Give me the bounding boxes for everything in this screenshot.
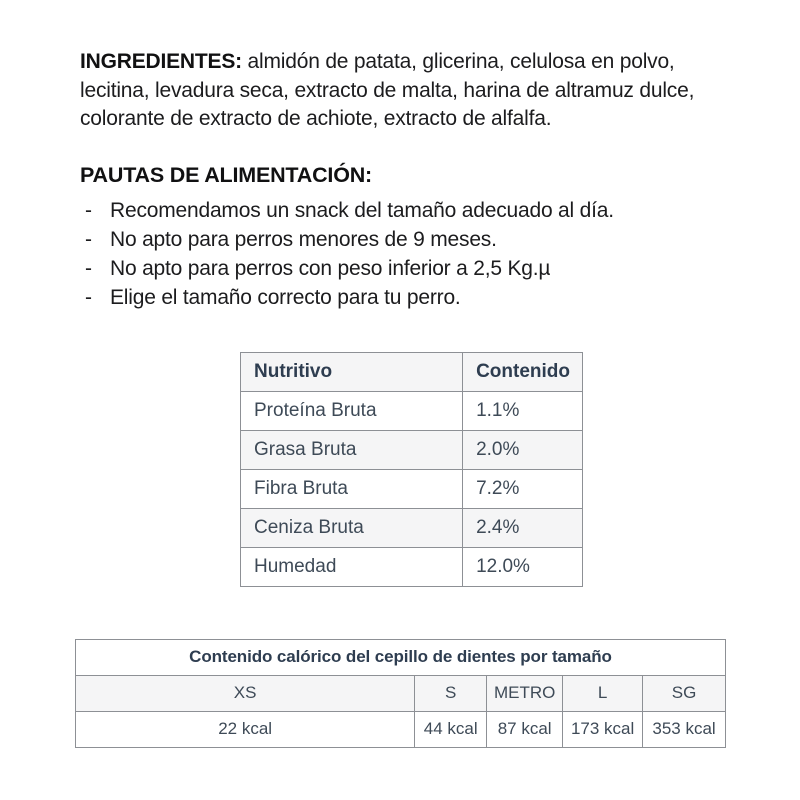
dash-bullet: -	[85, 256, 92, 280]
list-item-text: No apto para perros con peso inferior a 2,5 Kg.µ	[110, 256, 551, 280]
table-row	[241, 469, 583, 508]
kcal-value-cell: 22 kcal	[76, 711, 415, 747]
nutrient-name-cell: Proteína Bruta	[241, 391, 463, 430]
dash-bullet: -	[85, 285, 92, 309]
nutrient-value-cell: 7.2%	[463, 469, 583, 508]
kcal-value-cell: 44 kcal	[415, 711, 487, 747]
dash-bullet: -	[85, 198, 92, 222]
nutrient-value-cell: 1.1%	[463, 391, 583, 430]
size-header-metro: METRO	[487, 675, 563, 711]
table-row	[76, 711, 726, 747]
nutrition-header-nutrient: Nutritivo	[241, 352, 463, 391]
table-row	[241, 352, 583, 391]
list-item-text: Elige el tamaño correcto para tu perro.	[110, 285, 461, 309]
nutrition-table-header	[241, 352, 583, 391]
kcal-value-cell: 87 kcal	[487, 711, 563, 747]
list-item	[80, 254, 724, 283]
calorie-table	[75, 639, 726, 748]
feeding-guidelines-heading: PAUTAS DE ALIMENTACIÓN:	[80, 162, 373, 187]
table-row	[241, 391, 583, 430]
nutrient-value-cell: 2.0%	[463, 430, 583, 469]
table-row	[241, 508, 583, 547]
list-item-text: No apto para perros menores de 9 meses.	[110, 227, 497, 251]
dash-bullet: -	[85, 227, 92, 251]
size-header-l: L	[563, 675, 643, 711]
size-header-s: S	[415, 675, 487, 711]
kcal-value-cell: 353 kcal	[643, 711, 726, 747]
nutrition-table-body	[241, 391, 583, 586]
nutrient-name-cell: Ceniza Bruta	[241, 508, 463, 547]
table-row	[76, 675, 726, 711]
calorie-table-header	[76, 639, 726, 711]
table-row	[241, 430, 583, 469]
size-header-sg: SG	[643, 675, 726, 711]
kcal-value-cell: 173 kcal	[563, 711, 643, 747]
nutrition-header-content: Contenido	[463, 352, 583, 391]
feeding-guidelines-list	[80, 196, 724, 312]
ingredients-paragraph	[80, 48, 724, 134]
nutrient-name-cell: Humedad	[241, 547, 463, 586]
calorie-table-body	[76, 711, 726, 747]
list-item	[80, 196, 724, 225]
nutrient-value-cell: 2.4%	[463, 508, 583, 547]
list-item	[80, 283, 724, 312]
nutrition-table	[240, 352, 583, 587]
nutrient-value-cell: 12.0%	[463, 547, 583, 586]
calorie-table-title: Contenido calórico del cepillo de dientes por tamaño	[76, 639, 726, 675]
nutrient-name-cell: Fibra Bruta	[241, 469, 463, 508]
table-row	[76, 639, 726, 675]
table-row	[241, 547, 583, 586]
size-header-xs: XS	[76, 675, 415, 711]
list-item	[80, 225, 724, 254]
ingredients-label: INGREDIENTES:	[80, 50, 242, 73]
list-item-text: Recomendamos un snack del tamaño adecuado al día.	[110, 198, 614, 222]
ingredients-text: almidón de patata, glicerina, celulosa en polvo, lecitina, levadura seca, extracto de malta, harina de altramuz dulce, colorante de extracto de achiote, extracto de alfalfa.	[80, 50, 695, 130]
nutrient-name-cell: Grasa Bruta	[241, 430, 463, 469]
